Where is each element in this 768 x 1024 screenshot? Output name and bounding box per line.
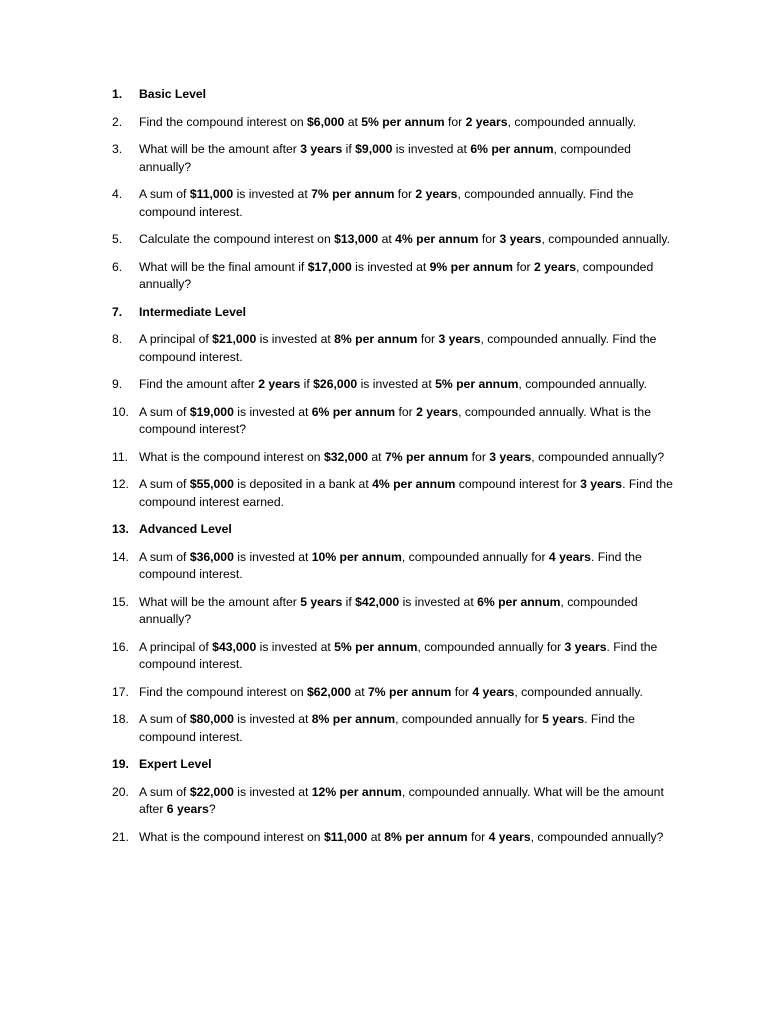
bold-value: $80,000 — [189, 712, 234, 726]
item-number: 7. — [112, 304, 123, 319]
text-segment: Intermediate Level — [139, 304, 247, 319]
question-text — [139, 260, 653, 292]
list-item — [0, 449, 768, 467]
text-segment: for — [444, 114, 466, 129]
text-segment: compound interest for — [455, 477, 581, 491]
bold-value: 2 years — [416, 404, 459, 419]
text-segment: is invested at — [392, 142, 471, 156]
list-item — [0, 476, 768, 511]
bold-value: 4 years — [488, 829, 531, 844]
bold-value: 8% per annum — [334, 332, 418, 346]
section-heading-text — [139, 305, 246, 319]
item-number: 20. — [112, 784, 129, 799]
text-segment: for — [394, 187, 416, 201]
text-segment: for — [468, 449, 490, 464]
list-item — [0, 331, 768, 366]
text-segment: Basic Level — [139, 87, 207, 101]
bold-value: 2 years — [533, 259, 576, 274]
list-item — [0, 594, 768, 629]
list-item — [0, 114, 768, 132]
question-text — [139, 332, 656, 364]
section-heading-text — [139, 757, 211, 771]
bold-value: 5 years — [300, 594, 343, 609]
question-text — [139, 405, 651, 437]
text-segment: , compounded annually. — [518, 377, 647, 391]
question-text — [139, 377, 647, 391]
text-segment: is invested at — [351, 259, 430, 274]
list-item — [0, 711, 768, 746]
text-segment: is invested at — [256, 332, 335, 346]
list-item — [0, 784, 768, 819]
item-number: 8. — [112, 332, 123, 346]
question-text — [139, 640, 657, 672]
bold-value: $11,000 — [323, 829, 368, 844]
bold-value: 6% per annum — [477, 594, 561, 609]
text-segment: A sum of — [139, 187, 190, 201]
list-item — [0, 186, 768, 221]
item-number: 18. — [112, 712, 129, 726]
question-text — [139, 712, 635, 744]
bold-value: 3 years — [438, 332, 481, 346]
text-segment: at — [378, 232, 396, 246]
bold-value: 7% per annum — [311, 187, 395, 201]
question-text — [139, 477, 673, 509]
bold-value: 8% per annum — [384, 829, 468, 844]
bold-value: $36,000 — [189, 549, 234, 564]
item-number: 1. — [112, 87, 123, 101]
text-segment: , compounded annually. What will be the amount after — [139, 784, 664, 816]
item-number: 9. — [112, 377, 123, 391]
bold-value: 3 years — [300, 142, 343, 156]
text-segment: , compounded annually. Find the compound interest. — [139, 187, 634, 219]
text-segment: Find the amount after — [139, 377, 259, 391]
bold-value: $19,000 — [189, 404, 234, 419]
bold-value: 9% per annum — [429, 259, 513, 274]
list-item — [0, 549, 768, 584]
text-segment: ? — [208, 802, 216, 816]
list-item — [0, 259, 768, 294]
bold-value: 5% per annum — [334, 639, 418, 654]
bold-value: $21,000 — [212, 332, 257, 346]
bold-value: $17,000 — [307, 259, 352, 274]
text-segment: , compounded annually for — [401, 549, 549, 564]
question-text — [139, 115, 636, 129]
item-number: 3. — [112, 142, 123, 156]
item-number: 10. — [112, 404, 129, 419]
bold-value: 2 years — [465, 114, 508, 129]
list-item — [0, 684, 768, 702]
text-segment: is invested at — [233, 784, 312, 799]
text-segment: , compounded annually? — [139, 259, 654, 291]
text-segment: , compounded annually for — [395, 712, 543, 726]
bold-value: $62,000 — [307, 684, 352, 699]
text-segment: is invested at — [233, 187, 312, 201]
bold-value: 3 years — [499, 232, 542, 246]
bold-value: 5% per annum — [361, 114, 445, 129]
text-segment: . Find the compound interest. — [139, 712, 635, 744]
text-segment: , compounded annually. — [507, 114, 637, 129]
question-text — [139, 187, 633, 219]
bold-value: $9,000 — [355, 142, 393, 156]
question-text — [139, 142, 631, 174]
text-segment: if — [342, 594, 356, 609]
bold-value: $55,000 — [189, 477, 234, 491]
list-item — [0, 141, 768, 176]
item-number: 5. — [112, 232, 123, 246]
question-text — [139, 685, 643, 699]
question-text — [139, 550, 642, 582]
text-segment: , compounded annually. What is the compound interest? — [139, 404, 651, 436]
question-text — [139, 450, 664, 464]
section-heading — [0, 756, 768, 774]
text-segment: for — [512, 259, 534, 274]
bold-value: $11,000 — [189, 187, 234, 201]
text-segment: Expert Level — [139, 757, 212, 771]
question-text — [139, 595, 638, 627]
text-segment: A sum of — [139, 549, 190, 564]
bold-value: 12% per annum — [311, 784, 402, 799]
text-segment: A sum of — [139, 784, 190, 799]
text-segment: for — [478, 232, 500, 246]
list-item — [0, 639, 768, 674]
bold-value: 6% per annum — [470, 142, 554, 156]
bold-value: $13,000 — [334, 232, 379, 246]
bold-value: $32,000 — [323, 449, 369, 464]
text-segment: for — [451, 684, 473, 699]
text-segment: for — [467, 829, 489, 844]
section-heading — [0, 521, 768, 539]
bold-value: 5% per annum — [435, 377, 519, 391]
bold-value: 4% per annum — [395, 232, 479, 246]
text-segment: What will be the amount after — [139, 142, 301, 156]
item-number: 17. — [112, 684, 129, 699]
bold-value: $43,000 — [212, 639, 257, 654]
text-segment: , compounded annually? — [139, 142, 631, 174]
item-number: 15. — [112, 594, 129, 609]
text-segment: . Find the compound interest. — [139, 639, 658, 671]
item-number: 14. — [112, 549, 129, 564]
bold-value: 6 years — [166, 802, 209, 816]
text-segment: . Find the compound interest earned. — [139, 477, 673, 509]
text-segment: A sum of — [139, 477, 190, 491]
text-segment: Calculate the compound interest on — [139, 232, 335, 246]
text-segment: at — [367, 829, 385, 844]
bold-value: $22,000 — [189, 784, 234, 799]
list-item — [0, 829, 768, 847]
question-text — [139, 232, 670, 246]
bold-value: 4 years — [548, 549, 591, 564]
text-segment: is invested at — [399, 594, 478, 609]
text-segment: , compounded annually. — [541, 232, 670, 246]
item-number: 2. — [112, 114, 123, 129]
bold-value: 7% per annum — [384, 449, 469, 464]
bold-value: 3 years — [489, 449, 532, 464]
text-segment: A sum of — [139, 712, 190, 726]
text-segment: What will be the final amount if — [139, 259, 308, 274]
text-segment: , compounded annually? — [531, 449, 665, 464]
text-segment: if — [342, 142, 356, 156]
question-text — [139, 830, 663, 844]
bold-value: 5 years — [542, 712, 585, 726]
bold-value: 2 years — [258, 377, 301, 391]
bold-value: 8% per annum — [311, 712, 396, 726]
text-segment: Find the compound interest on — [139, 114, 308, 129]
text-segment: for — [417, 332, 439, 346]
text-segment: is deposited in a bank at — [233, 477, 373, 491]
text-segment: is invested at — [233, 549, 312, 564]
section-heading — [0, 304, 768, 322]
list-item — [0, 231, 768, 249]
bold-value: $26,000 — [313, 377, 358, 391]
item-number: 4. — [112, 187, 123, 201]
item-number: 6. — [112, 259, 123, 274]
bold-value: 2 years — [415, 187, 458, 201]
text-segment: A sum of — [139, 404, 190, 419]
section-heading-text — [139, 522, 232, 536]
text-segment: . Find the compound interest. — [139, 549, 642, 581]
text-segment: , compounded annually? — [139, 594, 638, 626]
bold-value: 10% per annum — [311, 549, 402, 564]
text-segment: at — [351, 684, 369, 699]
text-segment: What is the compound interest on — [139, 829, 324, 844]
text-segment: at — [368, 449, 385, 464]
bold-value: 4 years — [472, 684, 515, 699]
bold-value: 7% per annum — [368, 684, 452, 699]
bold-value: 6% per annum — [311, 404, 396, 419]
bold-value: 4% per annum — [372, 477, 456, 491]
item-number: 19. — [112, 757, 129, 771]
question-list — [0, 86, 768, 856]
bold-value: $6,000 — [307, 114, 345, 129]
bold-value: $42,000 — [355, 594, 400, 609]
item-number: 21. — [112, 829, 129, 844]
section-heading — [0, 86, 768, 104]
item-number: 16. — [112, 639, 129, 654]
text-segment: at — [344, 114, 362, 129]
bold-value: 3 years — [564, 639, 607, 654]
text-segment: for — [395, 404, 417, 419]
text-segment: Advanced Level — [139, 522, 232, 536]
item-number: 11. — [112, 449, 129, 464]
item-number: 12. — [112, 477, 129, 491]
section-heading-text — [139, 87, 206, 101]
text-segment: is invested at — [233, 404, 312, 419]
item-number: 13. — [112, 522, 129, 536]
text-segment: is invested at — [256, 639, 335, 654]
list-item — [0, 404, 768, 439]
text-segment: A principal of — [139, 332, 213, 346]
text-segment: What will be the amount after — [139, 594, 301, 609]
text-segment: , compounded annually? — [530, 829, 664, 844]
text-segment: A principal of — [139, 639, 213, 654]
text-segment: is invested at — [357, 377, 436, 391]
bold-value: 3 years — [580, 477, 623, 491]
text-segment: Find the compound interest on — [139, 684, 308, 699]
list-item — [0, 376, 768, 394]
question-text — [139, 785, 664, 817]
text-segment: What is the compound interest on — [139, 449, 324, 464]
text-segment: is invested at — [233, 712, 312, 726]
text-segment: , compounded annually for — [417, 639, 565, 654]
text-segment: , compounded annually. Find the compound interest. — [139, 332, 657, 364]
text-segment: , compounded annually. — [514, 684, 643, 699]
text-segment: if — [300, 377, 314, 391]
